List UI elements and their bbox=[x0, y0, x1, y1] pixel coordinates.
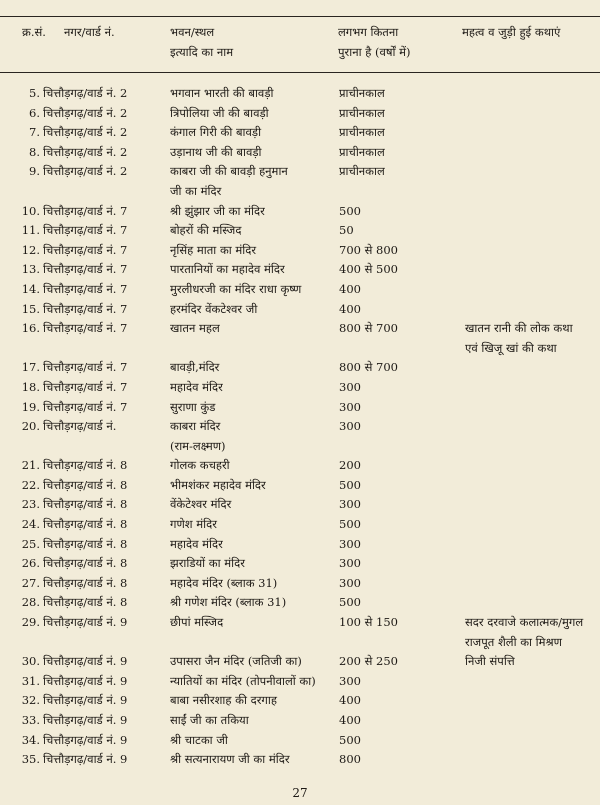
top-rule bbox=[0, 16, 600, 17]
page-number: 27 bbox=[292, 786, 308, 800]
story-cell: निजी संपत्ति bbox=[465, 654, 515, 669]
serial-cell bbox=[0, 339, 43, 359]
age-cell: 400 bbox=[339, 281, 361, 296]
site-cell: न्यातियों का मंदिर (तोपनीवालों का) bbox=[170, 673, 316, 688]
serial-cell bbox=[0, 182, 43, 202]
age-cell: 300 bbox=[339, 497, 361, 512]
story-cell bbox=[465, 378, 600, 398]
table-row bbox=[0, 476, 600, 496]
age-cell: 500 bbox=[339, 477, 361, 492]
table-row bbox=[0, 202, 600, 222]
table-row-continuation bbox=[0, 182, 600, 202]
table-row bbox=[0, 378, 600, 398]
site-cell: कंगाल गिरी की बावड़ी bbox=[170, 125, 262, 140]
age-cell: 500 bbox=[339, 595, 361, 610]
serial-cell: 30. bbox=[21, 654, 40, 669]
site-cell: श्री सत्यनारायण जी का मंदिर bbox=[170, 752, 290, 767]
age-cell: 300 bbox=[339, 379, 361, 394]
site-cell: छीपां मस्जिद bbox=[170, 615, 224, 630]
site-cell: महादेव मंदिर bbox=[170, 379, 223, 394]
table-row bbox=[0, 691, 600, 711]
ward-cell: चित्तौड़गढ़/वार्ड नं. 7 bbox=[43, 203, 128, 218]
site-cell: उपासरा जैन मंदिर (जतिजी का) bbox=[170, 654, 302, 669]
serial-cell: 20. bbox=[21, 419, 40, 434]
header-site-line2: इत्यादि का नाम bbox=[170, 45, 234, 59]
table-row bbox=[0, 711, 600, 731]
header-site-line1: भवन/स्थल bbox=[170, 25, 215, 39]
age-cell: प्राचीनकाल bbox=[339, 105, 385, 120]
site-cell: बोहरों की मस्जिद bbox=[170, 223, 242, 238]
serial-cell: 19. bbox=[21, 399, 40, 414]
age-cell: 800 bbox=[339, 752, 361, 767]
story-cell: सदर दरवाजे कलात्मक/मुगल bbox=[465, 615, 584, 630]
ward-cell: चित्तौड़गढ़/वार्ड नं. bbox=[43, 419, 117, 434]
serial-cell: 13. bbox=[21, 262, 40, 277]
story-cell bbox=[465, 260, 600, 280]
serial-cell: 9. bbox=[29, 164, 40, 179]
serial-cell: 5. bbox=[29, 86, 40, 100]
age-cell: 300 bbox=[339, 575, 361, 590]
ward-cell: चित्तौड़गढ़/वार्ड नं. 2 bbox=[43, 144, 128, 159]
serial-cell bbox=[0, 633, 43, 653]
serial-cell: 22. bbox=[21, 477, 40, 492]
story-cell bbox=[465, 221, 600, 241]
site-cell: काबरा मंदिर bbox=[170, 419, 221, 434]
age-cell: 400 से 500 bbox=[339, 262, 398, 277]
ward-cell: चित्तौड़गढ़/वार्ड नं. 7 bbox=[43, 321, 128, 336]
table-row bbox=[0, 515, 600, 535]
serial-cell: 33. bbox=[21, 713, 40, 727]
age-cell: 300 bbox=[339, 536, 361, 551]
table-row bbox=[0, 162, 600, 182]
serial-cell: 16. bbox=[21, 321, 40, 336]
ward-cell: चित्तौड़गढ़/वार्ड नं. 2 bbox=[43, 86, 128, 100]
serial-cell: 12. bbox=[21, 242, 40, 257]
table-row-continuation bbox=[0, 633, 600, 653]
table-row bbox=[0, 535, 600, 555]
table-row bbox=[0, 495, 600, 515]
table-row bbox=[0, 241, 600, 261]
story-cell bbox=[465, 593, 600, 613]
age-cell: 700 से 800 bbox=[339, 242, 398, 257]
ward-cell: चित्तौड़गढ़/वार्ड नं. 7 bbox=[43, 360, 128, 375]
site-cell: श्री चाटका जी bbox=[170, 732, 228, 747]
table-row bbox=[0, 593, 600, 613]
age-cell: 300 bbox=[339, 419, 361, 434]
story-cell bbox=[465, 456, 600, 476]
age-cell: 400 bbox=[339, 301, 361, 316]
story-cell bbox=[465, 104, 600, 124]
heritage-table bbox=[0, 84, 600, 770]
serial-cell: 8. bbox=[29, 144, 40, 159]
age-cell: 200 bbox=[339, 458, 361, 473]
story-cell bbox=[465, 535, 600, 555]
serial-cell: 29. bbox=[21, 615, 40, 630]
story-cell bbox=[465, 182, 600, 202]
table-row bbox=[0, 260, 600, 280]
table-row bbox=[0, 731, 600, 751]
ward-cell: चित्तौड़गढ़/वार्ड नं. 8 bbox=[43, 517, 128, 532]
ward-cell: चित्तौड़गढ़/वार्ड नं. 9 bbox=[43, 713, 128, 727]
serial-cell: 21. bbox=[21, 458, 40, 473]
story-cell bbox=[465, 241, 600, 261]
story-cell bbox=[465, 750, 600, 770]
age-cell bbox=[339, 339, 465, 359]
ward-cell: चित्तौड़गढ़/वार्ड नं. 2 bbox=[43, 164, 128, 179]
site-cell: जी का मंदिर bbox=[170, 183, 222, 198]
age-cell: 500 bbox=[339, 203, 361, 218]
story-cell bbox=[465, 84, 600, 104]
story-cell bbox=[465, 574, 600, 594]
story-cell bbox=[465, 437, 600, 457]
serial-cell: 26. bbox=[21, 556, 40, 571]
site-cell: गोलक कचहरी bbox=[170, 458, 230, 473]
age-cell: प्राचीनकाल bbox=[339, 86, 385, 100]
serial-cell: 23. bbox=[21, 497, 40, 512]
story-cell bbox=[465, 476, 600, 496]
story-cell bbox=[465, 398, 600, 418]
serial-cell: 24. bbox=[21, 517, 40, 532]
age-cell: 300 bbox=[339, 673, 361, 688]
site-cell: भीमशंकर महादेव मंदिर bbox=[170, 477, 266, 492]
age-cell bbox=[339, 633, 465, 653]
ward-cell: चित्तौड़गढ़/वार्ड नं. 7 bbox=[43, 242, 128, 257]
serial-cell: 14. bbox=[21, 281, 40, 296]
site-cell: गणेश मंदिर bbox=[170, 517, 217, 532]
ward-cell: चित्तौड़गढ़/वार्ड नं. 8 bbox=[43, 497, 128, 512]
story-cell bbox=[465, 515, 600, 535]
story-cell: राजपूत शैली का मिश्रण bbox=[465, 634, 562, 649]
site-cell: (राम-लक्ष्मण) bbox=[170, 438, 226, 453]
table-row bbox=[0, 280, 600, 300]
ward-cell: चित्तौड़गढ़/वार्ड नं. 9 bbox=[43, 693, 128, 708]
ward-cell: चित्तौड़गढ़/वार्ड नं. 8 bbox=[43, 536, 128, 551]
story-cell bbox=[465, 358, 600, 378]
site-cell: मुरलीधरजी का मंदिर राधा कृष्ण bbox=[170, 281, 302, 296]
site-cell: बावड़ी,मंदिर bbox=[170, 360, 220, 375]
table-row bbox=[0, 84, 600, 104]
table-row bbox=[0, 143, 600, 163]
site-cell: महादेव मंदिर (ब्लाक 31) bbox=[170, 575, 278, 590]
header-age-line2: पुराना है (वर्षों में) bbox=[338, 45, 411, 59]
serial-cell: 11. bbox=[21, 223, 40, 238]
ward-cell: चित्तौड़गढ़/वार्ड नं. 7 bbox=[43, 262, 128, 277]
site-cell: त्रिपोलिया जी की बावड़ी bbox=[170, 105, 269, 120]
site-cell: बाबा नसीरशाह की दरगाह bbox=[170, 693, 277, 708]
header-rule bbox=[0, 72, 600, 73]
header-age bbox=[338, 22, 448, 62]
ward-cell: चित्तौड़गढ़/वार्ड नं. 7 bbox=[43, 223, 128, 238]
site-cell bbox=[170, 339, 339, 359]
site-cell: काबरा जी की बावड़ी हनुमान bbox=[170, 164, 288, 179]
table-row bbox=[0, 652, 600, 672]
serial-cell: 27. bbox=[21, 575, 40, 590]
serial-cell: 15. bbox=[21, 301, 40, 316]
table-row bbox=[0, 221, 600, 241]
serial-cell: 35. bbox=[21, 752, 40, 767]
site-cell: खातन महल bbox=[170, 321, 220, 336]
site-cell bbox=[170, 633, 339, 653]
ward-cell: चित्तौड़गढ़/वार्ड नं. 8 bbox=[43, 458, 128, 473]
ward-cell bbox=[43, 339, 170, 359]
story-cell bbox=[465, 280, 600, 300]
story-cell bbox=[465, 554, 600, 574]
ward-cell: चित्तौड़गढ़/वार्ड नं. 7 bbox=[43, 399, 128, 414]
age-cell: 200 से 250 bbox=[339, 654, 398, 669]
age-cell: 500 bbox=[339, 517, 361, 532]
site-cell: श्री गणेश मंदिर (ब्लाक 31) bbox=[170, 595, 287, 610]
story-cell bbox=[465, 711, 600, 731]
story-cell bbox=[465, 143, 600, 163]
serial-cell: 25. bbox=[21, 536, 40, 551]
ward-cell: चित्तौड़गढ़/वार्ड नं. 8 bbox=[43, 477, 128, 492]
ward-cell: चित्तौड़गढ़/वार्ड नं. 9 bbox=[43, 752, 128, 767]
serial-cell: 17. bbox=[21, 360, 40, 375]
ward-cell: चित्तौड़गढ़/वार्ड नं. 9 bbox=[43, 615, 128, 630]
ward-cell: चित्तौड़गढ़/वार्ड नं. 2 bbox=[43, 105, 128, 120]
story-cell bbox=[465, 731, 600, 751]
header-age-line1: लगभग कितना bbox=[338, 25, 399, 39]
age-cell: प्राचीनकाल bbox=[339, 164, 385, 179]
age-cell: 300 bbox=[339, 556, 361, 571]
age-cell: 50 bbox=[339, 223, 354, 238]
table-row bbox=[0, 574, 600, 594]
ward-cell: चित्तौड़गढ़/वार्ड नं. 2 bbox=[43, 125, 128, 140]
header-site bbox=[170, 22, 320, 62]
table-row-continuation bbox=[0, 339, 600, 359]
site-cell: भगवान भारती की बावड़ी bbox=[170, 86, 274, 100]
serial-cell: 18. bbox=[21, 379, 40, 394]
ward-cell bbox=[43, 437, 170, 457]
story-cell: खातन रानी की लोक कथा bbox=[465, 321, 573, 336]
age-cell bbox=[339, 182, 465, 202]
story-cell bbox=[465, 495, 600, 515]
table-row bbox=[0, 672, 600, 692]
age-cell: 800 से 700 bbox=[339, 360, 398, 375]
site-cell: झराडियों का मंदिर bbox=[170, 556, 245, 571]
table-row bbox=[0, 554, 600, 574]
ward-cell: चित्तौड़गढ़/वार्ड नं. 8 bbox=[43, 575, 128, 590]
site-cell: नृसिंह माता का मंदिर bbox=[170, 242, 257, 257]
age-cell: 400 bbox=[339, 693, 361, 708]
site-cell: हरमंदिर वेंकटेश्वर जी bbox=[170, 301, 258, 316]
serial-cell: 6. bbox=[29, 105, 40, 120]
age-cell bbox=[339, 437, 465, 457]
serial-cell: 10. bbox=[21, 203, 40, 218]
table-row bbox=[0, 456, 600, 476]
ward-cell: चित्तौड़गढ़/वार्ड नं. 9 bbox=[43, 673, 128, 688]
ward-cell: चित्तौड़गढ़/वार्ड नं. 7 bbox=[43, 301, 128, 316]
age-cell: 400 bbox=[339, 713, 361, 727]
table-row bbox=[0, 417, 600, 437]
serial-cell: 28. bbox=[21, 595, 40, 610]
ward-cell bbox=[43, 182, 170, 202]
story-cell bbox=[465, 202, 600, 222]
site-cell: महादेव मंदिर bbox=[170, 536, 223, 551]
story-cell: एवं खिजू खां की कथा bbox=[465, 340, 557, 355]
site-cell: वेंकेटेश्वर मंदिर bbox=[170, 497, 232, 512]
header-ward: नगर/वार्ड नं. bbox=[64, 25, 115, 39]
ward-cell: चित्तौड़गढ़/वार्ड नं. 7 bbox=[43, 281, 128, 296]
age-cell: प्राचीनकाल bbox=[339, 144, 385, 159]
table-row bbox=[0, 613, 600, 633]
site-cell: पारतानियों का महादेव मंदिर bbox=[170, 262, 285, 277]
age-cell: 300 bbox=[339, 399, 361, 414]
story-cell bbox=[465, 691, 600, 711]
age-cell: 100 से 150 bbox=[339, 615, 398, 630]
table-row bbox=[0, 319, 600, 339]
table-row bbox=[0, 104, 600, 124]
ward-cell: चित्तौड़गढ़/वार्ड नं. 8 bbox=[43, 556, 128, 571]
table-row bbox=[0, 358, 600, 378]
ward-cell: चित्तौड़गढ़/वार्ड नं. 8 bbox=[43, 595, 128, 610]
serial-cell bbox=[0, 437, 43, 457]
serial-cell: 31. bbox=[21, 673, 40, 688]
serial-cell: 34. bbox=[21, 732, 40, 747]
site-cell: उड़ानाथ जी की बावड़ी bbox=[170, 144, 262, 159]
story-cell bbox=[465, 300, 600, 320]
table-row bbox=[0, 398, 600, 418]
story-cell bbox=[465, 417, 600, 437]
site-cell: साईं जी का तकिया bbox=[170, 713, 249, 727]
serial-cell: 32. bbox=[21, 693, 40, 708]
table-row bbox=[0, 123, 600, 143]
serial-cell: 7. bbox=[29, 125, 40, 140]
header-story: महत्व व जुड़ी हुई कथाएं bbox=[462, 25, 561, 39]
age-cell: 800 से 700 bbox=[339, 321, 398, 336]
ward-cell: चित्तौड़गढ़/वार्ड नं. 7 bbox=[43, 379, 128, 394]
ward-cell: चित्तौड़गढ़/वार्ड नं. 9 bbox=[43, 654, 128, 669]
site-cell: सुराणा कुंड bbox=[170, 399, 216, 414]
story-cell bbox=[465, 672, 600, 692]
ward-cell bbox=[43, 633, 170, 653]
ward-cell: चित्तौड़गढ़/वार्ड नं. 9 bbox=[43, 732, 128, 747]
story-cell bbox=[465, 162, 600, 182]
story-cell bbox=[465, 123, 600, 143]
table-row-continuation bbox=[0, 437, 600, 457]
header-serial: क्र.सं. bbox=[22, 25, 46, 39]
table-row bbox=[0, 750, 600, 770]
age-cell: 500 bbox=[339, 732, 361, 747]
site-cell: श्री झुंझार जी का मंदिर bbox=[170, 203, 265, 218]
table-row bbox=[0, 300, 600, 320]
age-cell: प्राचीनकाल bbox=[339, 125, 385, 140]
